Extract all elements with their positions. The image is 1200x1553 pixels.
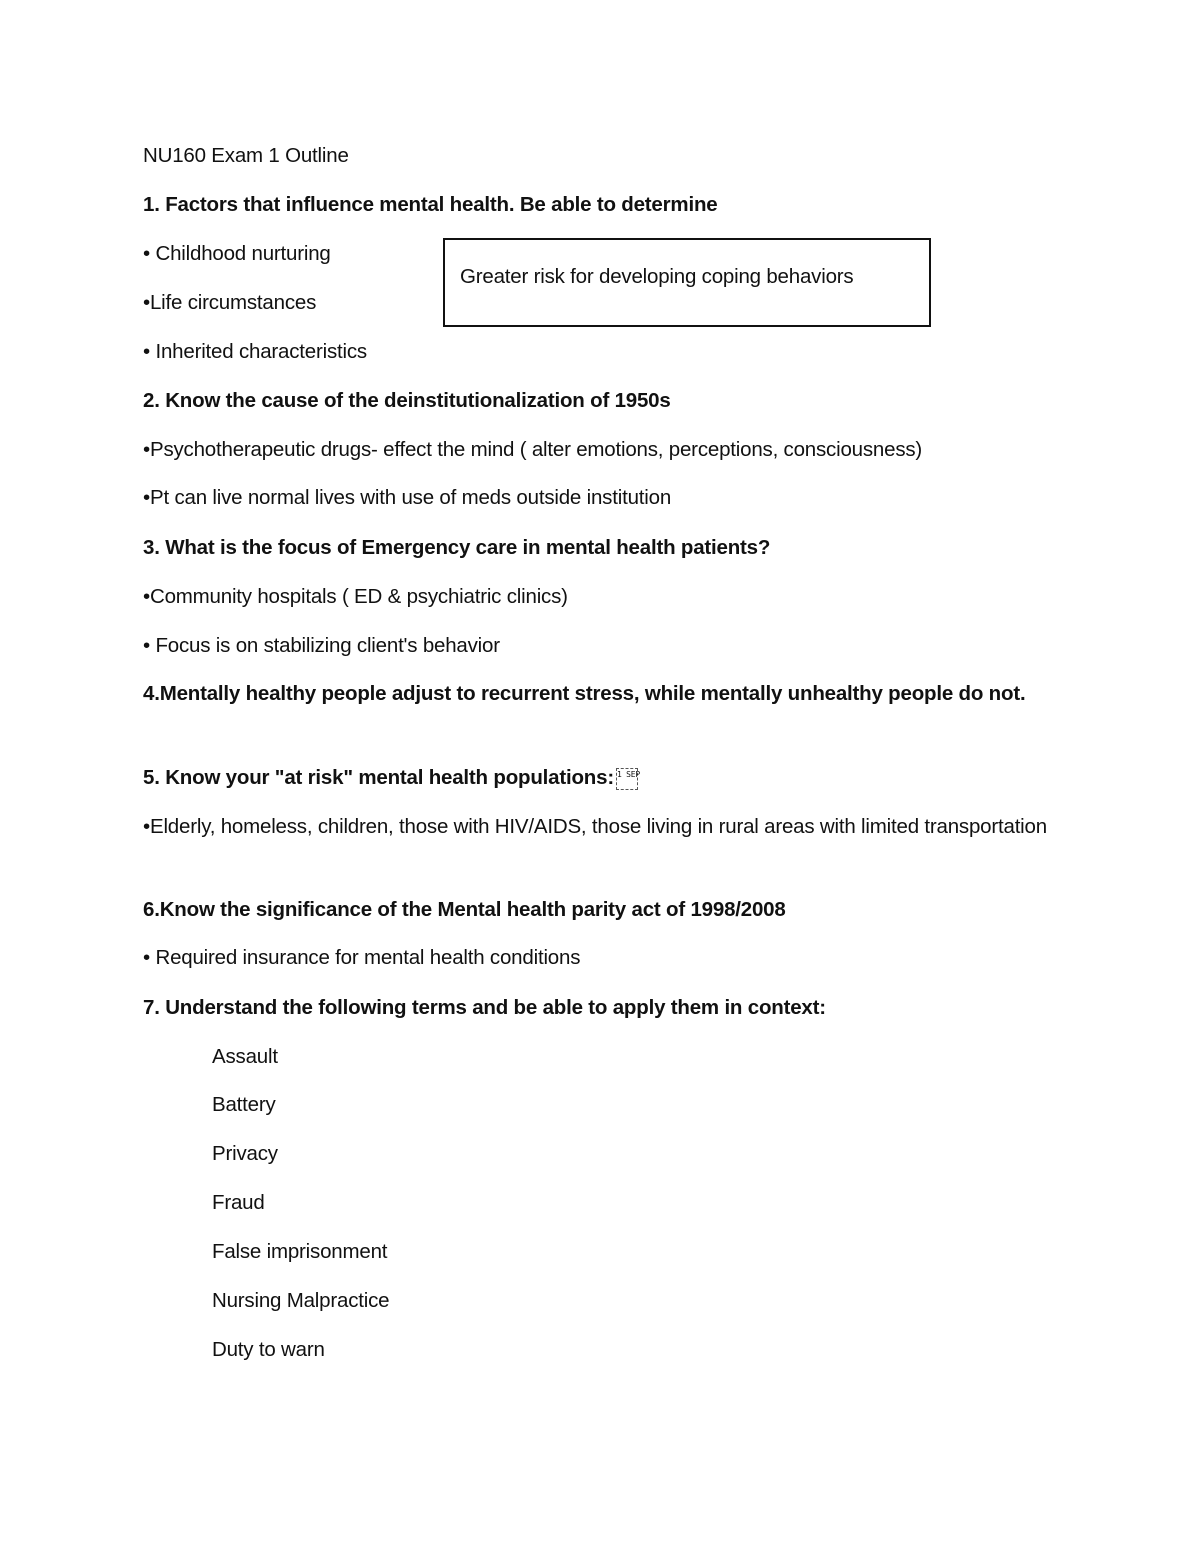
q3-bullet-2: • Focus is on stabilizing client's behavior xyxy=(143,634,500,657)
q3-heading: 3. What is the focus of Emergency care in mental health patients? xyxy=(143,536,771,559)
q6-bullet: • Required insurance for mental health conditions xyxy=(143,946,581,969)
q2-heading: 2. Know the cause of the deinstitutionalization of 1950s xyxy=(143,389,671,412)
q1-heading: 1. Factors that influence mental health. Be able to determine xyxy=(143,193,718,216)
term-item: Privacy xyxy=(212,1142,278,1165)
term-item: Nursing Malpractice xyxy=(212,1289,390,1312)
q2-bullet-1: •Psychotherapeutic drugs- effect the mind ( alter emotions, perceptions, consciousness) xyxy=(143,438,923,461)
q1-bullet-2: •Life circumstances xyxy=(143,291,317,314)
q7-heading: 7. Understand the following terms and be able to apply them in context: xyxy=(143,996,826,1019)
callout-text: Greater risk for developing coping behaviors xyxy=(460,265,854,288)
q5-bullet: •Elderly, homeless, children, those with HIV/AIDS, those living in rural areas with limited transportation xyxy=(143,815,1047,838)
q1-bullet-3: • Inherited characteristics xyxy=(143,340,367,363)
callout-box xyxy=(443,238,931,327)
q5-heading xyxy=(143,761,641,795)
q1-bullet-1: • Childhood nurturing xyxy=(143,242,331,265)
term-item: Assault xyxy=(212,1045,278,1068)
term-item: Fraud xyxy=(212,1191,265,1214)
term-item: Battery xyxy=(212,1093,276,1116)
sep-glyph-icon: 1 SEP xyxy=(616,768,638,790)
q3-bullet-1: •Community hospitals ( ED & psychiatric clinics) xyxy=(143,585,568,608)
q5-heading-text: 5. Know your "at risk" mental health populations: xyxy=(143,766,614,789)
term-item: Duty to warn xyxy=(212,1338,325,1361)
q4-heading: 4.Mentally healthy people adjust to recurrent stress, while mentally unhealthy people do not. xyxy=(143,682,1026,705)
doc-title: NU160 Exam 1 Outline xyxy=(143,144,349,167)
q2-bullet-2: •Pt can live normal lives with use of meds outside institution xyxy=(143,486,672,509)
term-item: False imprisonment xyxy=(212,1240,388,1263)
q6-heading: 6.Know the significance of the Mental health parity act of 1998/2008 xyxy=(143,898,786,921)
